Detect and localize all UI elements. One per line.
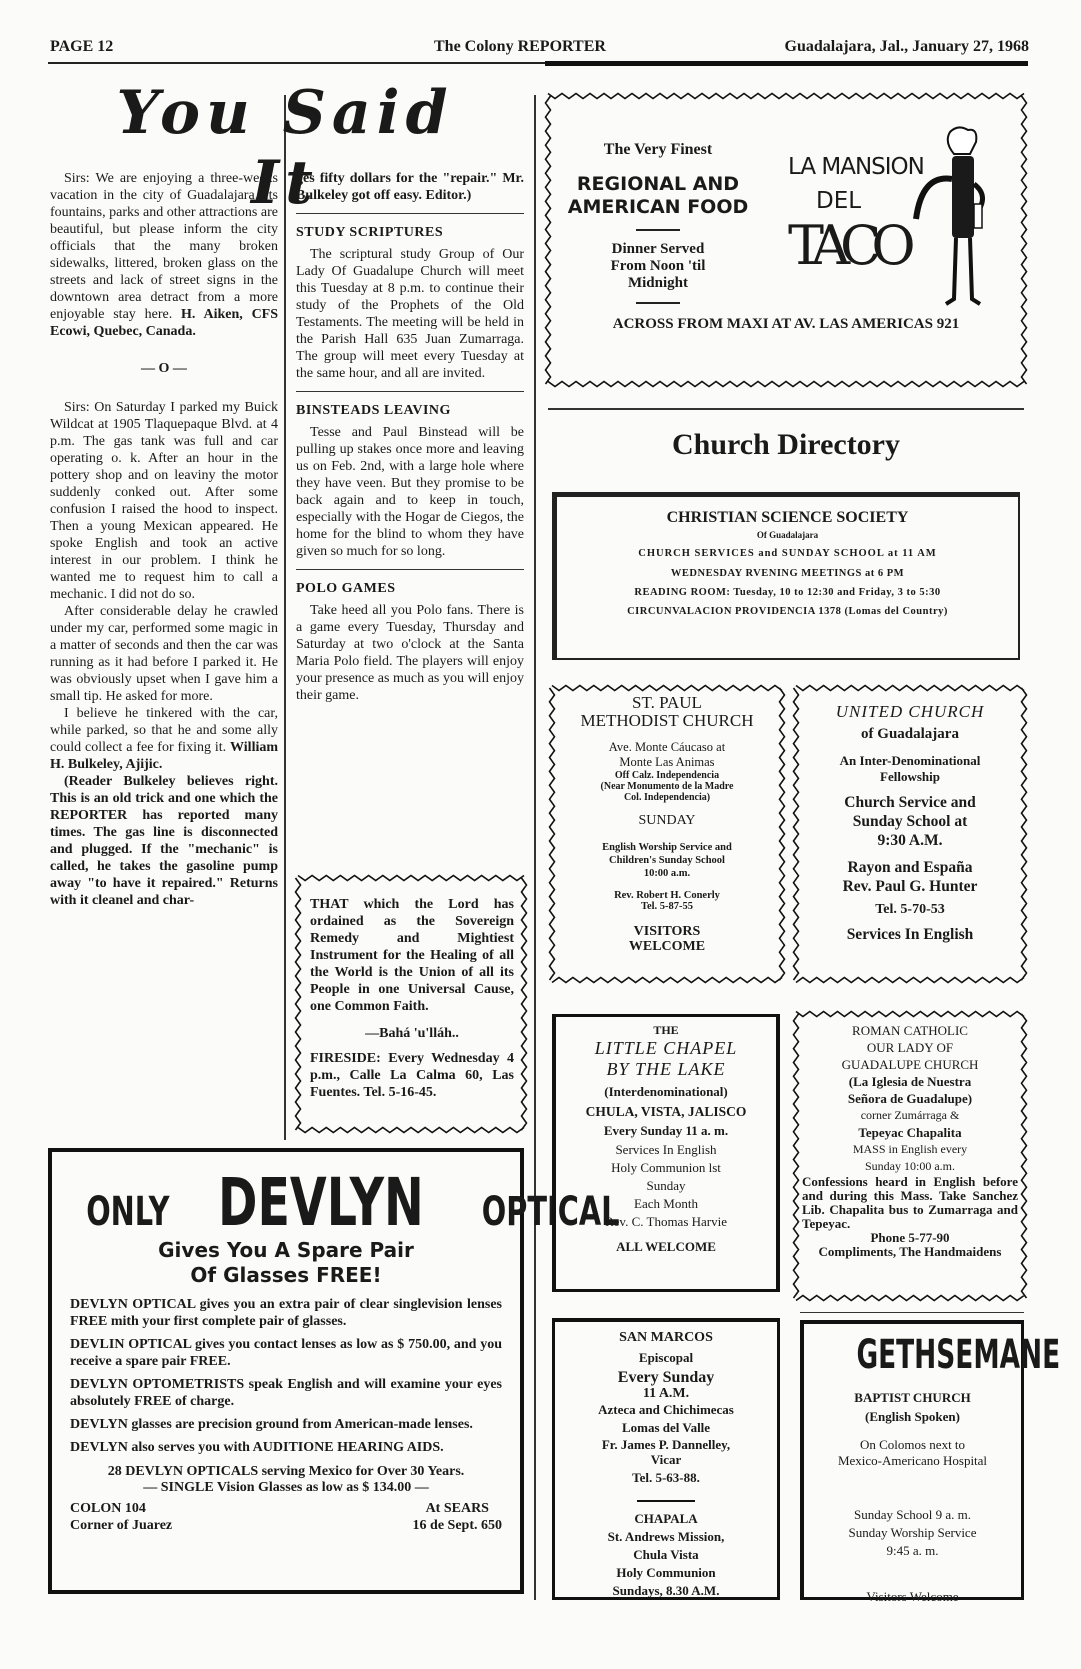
listing-rule — [800, 1312, 1024, 1313]
ad-locations — [70, 1500, 502, 1534]
church-name-prefix: THE — [653, 1023, 679, 1037]
address-line: Col. Independencia) — [623, 792, 711, 803]
quote-attribution: —Bahá 'u'lláh.. — [365, 1026, 459, 1041]
little-chapel-listing — [552, 1014, 780, 1292]
letters-column — [50, 170, 278, 909]
ad-paragraph: DEVLYN OPTOMETRISTS speak English and will examine your eyes absolutely FREE of charge. — [70, 1377, 502, 1409]
letter-1 — [50, 170, 278, 340]
item-heading: POLO GAMES — [296, 581, 396, 596]
devlyn-optical-ad — [48, 1148, 620, 1594]
headline-brand: DEVLYN — [217, 1164, 424, 1241]
letter-2-p3 — [50, 705, 278, 773]
address-line: corner Zumárraga & — [860, 1108, 960, 1122]
hours-line: Dinner Served — [611, 241, 705, 257]
united-church-listing — [796, 688, 1024, 980]
denomination: (Interdenominational) — [604, 1084, 728, 1099]
page-number: PAGE 12 — [50, 38, 114, 55]
hours-line: From Noon 'til — [610, 258, 706, 274]
service-line: Sunday School at — [852, 813, 968, 830]
christian-science-listing — [552, 492, 1020, 660]
ad-paragraph: DEVLYN OPTICAL gives you an extra pair of clear singlevision lenses FREE mith your first complete pair of glasses. — [70, 1297, 502, 1329]
church-name-wrap — [804, 1332, 1061, 1382]
denomination: Episcopal — [638, 1350, 694, 1365]
letter-2-p2: After considerable delay he crawled under my car, performed some magic in a matter of seconds and then the car was running as it had before I parked it. He was obviously upset when I gave him a small tip. He asked for more. — [50, 604, 278, 704]
service-line: Every Sunday — [617, 1369, 715, 1386]
letter-text: Sirs: We are enjoying a three-weeks vacation in the city of Guadalajara. Its fountains, parks and other attractions are beautiful, but please inform the city officials that the many broken sidewalks, littered, broken glass on the streets and lack of street signs in the downtown area detract from a more enjoyable stay here. — [50, 171, 278, 322]
church-name: BY THE LAKE — [606, 1059, 726, 1079]
church-line: ROMAN CATHOLIC — [852, 1023, 968, 1038]
service-line: Children's Sunday School — [609, 855, 725, 866]
fireside-info: FIRESIDE: Every Wednesday 4 p.m., Calle La Calma 60, Las Fuentes. Tel. 5-16-45. — [310, 1051, 514, 1100]
food-line: REGIONAL AND — [576, 173, 740, 195]
header-rule-thick — [545, 61, 1028, 66]
stores-line: 28 DEVLYN OPTICALS serving Mexico for Over 30 Years. — [107, 1464, 465, 1479]
pastor: Rev. Robert H. Conerly — [614, 890, 720, 901]
service-time: 9:45 a. m. — [886, 1543, 939, 1558]
denomination: BAPTIST CHURCH — [854, 1390, 971, 1405]
compliments: Compliments, The Handmaidens — [818, 1244, 1002, 1259]
letter-signature: William H. Bulkeley, Ajijic. — [50, 740, 279, 772]
editor-note-text: (Reader Bulkeley believes right. This is an old trick and one which the REPORTER has reported many times. The gas line is disconnected and plugged. If the "mechanic" is called, he takes the gasoline pump away "to have it repaired." Returns with it cleanel and char- — [50, 774, 278, 908]
service-line: Church Service and — [844, 794, 976, 811]
church-name: GETHSEMANE — [856, 1332, 1061, 1378]
service-time: 10:00 a.m. — [643, 868, 691, 879]
communion-line: Holy Communion lst — [611, 1160, 721, 1175]
service-day: SUNDAY — [638, 813, 696, 828]
mass-time: Sunday 10:00 a.m. — [865, 1159, 955, 1173]
separator: — O — — [141, 361, 187, 376]
confessions-info: Confessions heard in English before and during this Mass. Take Sanchez Lib. Chapalita bus to Zumarraga and Tepeyac. — [802, 1174, 1018, 1231]
address-line: (Near Monumento de la Madre — [600, 781, 734, 792]
ad-subhead — [70, 1238, 502, 1288]
letter-signature: H. Aiken, CFS Ecowi, Quebec, Canada. — [50, 307, 279, 339]
service-line: READING ROOM: Tuesday, 10 to 12:30 and Friday, 3 to 5:30 — [634, 587, 941, 598]
address-line: CIRCUNVALACION PROVIDENCIA 1378 (Lomas del Country) — [627, 606, 948, 617]
subhead-line: Gives You A Spare Pair — [158, 1238, 414, 1262]
church-name: LITTLE CHAPEL — [594, 1038, 738, 1058]
church-line: (La Iglesia de Nuestra — [848, 1074, 972, 1089]
service-line: English Worship Service and — [602, 842, 732, 853]
logo-del: DEL — [816, 188, 862, 214]
column-divider — [534, 95, 536, 1600]
item-divider — [296, 569, 524, 570]
language-line: Services In English — [846, 926, 974, 943]
ad-left-text — [558, 141, 758, 314]
welcome-line: ALL WELCOME — [616, 1239, 716, 1254]
description-line: An Inter-Denominational — [839, 753, 981, 768]
divider — [637, 1500, 695, 1502]
address-line: Azteca and Chichimecas — [598, 1402, 734, 1417]
bahai-quote-box — [298, 878, 524, 1130]
church-line: GUADALUPE CHURCH — [841, 1057, 979, 1072]
masthead — [434, 38, 606, 56]
priest: Fr. James P. Dannelley, — [601, 1437, 731, 1452]
editor-note-continued: ges fifty dollars for the "repair." Mr. Bulkeley got off easy. Editor.) — [296, 171, 524, 203]
gethsemane-baptist-listing — [800, 1320, 1061, 1604]
item-body: The scriptural study Group of Our Lady Of Guadalupe Church will meet this Tuesday at 8 p.m. to continue their study of the Prophets of the Old Testaments. The meeting will be held in the Parish Hall 635 Juan Zumarraga. The group will meet every Tuesday at the same hour, and all are invited. — [296, 247, 524, 381]
la-mansion-del-taco-ad — [548, 96, 1024, 384]
ad-hours — [558, 241, 758, 292]
letter-2-p1: Sirs: On Saturday I parked my Buick Wildcat at 1905 Tlaquepaque Blvd. at 4 p.m. The gas tank was full and car operating o. k. After an hour in the pottery shop and on leaviny the motor suddenly conked out. After some confusion I raised the hood to inspect. Then a young Mexican appeared. He spoke English and took an active interest in our problem. I think he wanted me to request him to call a mechanic. I did not do so. — [50, 400, 278, 602]
divider — [636, 229, 680, 231]
welcome-line: Visitors Welcome — [866, 1589, 959, 1604]
service-line: WEDNESDAY RVENING MEETINGS at 6 PM — [670, 568, 905, 579]
chef-illustration-icon — [928, 124, 998, 314]
item-heading: BINSTEADS LEAVING — [296, 403, 451, 418]
communion-line: Holy Communion — [616, 1565, 716, 1580]
food-line: AMERICAN FOOD — [567, 196, 749, 218]
ad-headline — [70, 1164, 620, 1241]
our-lady-of-guadalupe-listing — [796, 1014, 1024, 1298]
section-rule — [548, 408, 1024, 410]
address-line: On Colomos next to — [859, 1437, 966, 1452]
phone: Tel. 5-87-55 — [640, 901, 694, 912]
description-line: Fellowship — [880, 769, 940, 784]
service-line: Sunday School 9 a. m. — [854, 1507, 971, 1522]
church-name: ST. PAUL — [632, 693, 702, 712]
location-line: COLON 104 — [70, 1501, 146, 1516]
headline-optical: OPTICAL — [482, 1189, 620, 1235]
ad-tagline: The Very Finest — [603, 141, 713, 158]
san-marcos-episcopal-listing — [552, 1318, 780, 1600]
service-time: 9:30 A.M. — [877, 832, 943, 849]
address-line: Tepeyac Chapalita — [858, 1125, 962, 1140]
editor-note — [50, 773, 278, 909]
ad-food — [558, 173, 758, 219]
priest: Vicar — [650, 1452, 682, 1467]
phone: Phone 5-77-90 — [870, 1230, 950, 1245]
column-divider — [284, 95, 286, 1140]
ad-address: ACROSS FROM MAXI AT AV. LAS AMERICAS 921 — [612, 316, 960, 332]
location-line: 16 de Sept. 650 — [412, 1518, 502, 1533]
address-line: Mexico-Americano Hospital — [837, 1453, 988, 1468]
logo-la-mansion: LA MANSION — [788, 154, 924, 180]
church-line: Señora de Guadalupe) — [847, 1091, 973, 1106]
item-body: Take heed all you Polo fans. There is a game every Tuesday, Thursday and Saturday at two o'clock at the Santa Maria Polo field. The players will enjoy your presence as much as you will enjoy their game. — [296, 603, 524, 703]
item-divider — [296, 213, 524, 214]
mission-line: St. Andrews Mission, — [607, 1529, 725, 1544]
service-time: Every Sunday 11 a. m. — [603, 1123, 729, 1138]
subhead-line: Of Glasses FREE! — [190, 1263, 382, 1287]
address-line: Rayon and España — [847, 859, 973, 876]
church-line: OUR LADY OF — [866, 1040, 954, 1055]
church-name: METHODIST CHURCH — [580, 711, 754, 730]
location-colon — [70, 1500, 172, 1534]
location-line: Corner of Juarez — [70, 1518, 173, 1533]
service-time: 11 A.M. — [642, 1386, 690, 1401]
communion-line: Each Month — [634, 1196, 698, 1211]
letter-text: I believe he tinkered with the car, while parked, so that he and some ally could collect a fee for fixing it. — [50, 706, 278, 755]
item-heading: STUDY SCRIPTURES — [296, 225, 444, 240]
pastor: Rev. C. Thomas Harvie — [604, 1214, 728, 1229]
communion-time: Sundays, 8.30 A.M. — [612, 1583, 720, 1598]
service-line: CHURCH SERVICES and SUNDAY SCHOOL at 11 AM — [638, 548, 937, 559]
pastor: Rev. Paul G. Hunter — [842, 878, 978, 895]
mass-line: MASS in English every — [852, 1142, 968, 1156]
ad-paragraph: DEVLYN glasses are precision ground from American-made lenses. — [70, 1417, 473, 1432]
location-line: At SEARS — [425, 1501, 489, 1516]
language-line: (English Spoken) — [864, 1409, 960, 1424]
mission-place: CHAPALA — [634, 1511, 698, 1526]
location-sears — [413, 1500, 502, 1534]
paper-name: REPORTER — [517, 38, 606, 55]
service-line: Sunday Worship Service — [848, 1525, 977, 1540]
dateline: Guadalajara, Jal., January 27, 1968 — [784, 38, 1029, 55]
ad-paragraph: DEVLIN OPTICAL gives you contact lenses as low as $ 750.00, and you receive a spare pair FREE. — [70, 1337, 502, 1369]
location: CHULA, VISTA, JALISCO — [585, 1104, 747, 1119]
address-line: Off Calz. Independencia — [614, 770, 720, 781]
welcome-line: WELCOME — [628, 939, 706, 954]
section-title: You Said It — [116, 78, 454, 218]
item-body: Tesse and Paul Binstead will be pulling up stakes once more and leaving us on Feb. 2nd, with a large hole where they have veen. But they promise to be back again and to keep in touch, especially with the Hogar de Ciegos, the home for the blind to whom they have given so much for so long. — [296, 425, 524, 559]
address-line: Monte Las Animas — [619, 755, 715, 769]
single-vision-line: — SINGLE Vision Glasses as low as $ 134.00 — — [143, 1480, 429, 1495]
divider — [636, 302, 680, 304]
church-directory-title: Church Directory — [671, 428, 901, 461]
phone: Tel. 5-70-53 — [875, 902, 945, 917]
mission-line: Chula Vista — [633, 1547, 699, 1562]
address-line: Ave. Monte Cáucaso at — [608, 740, 726, 754]
hours-line: Midnight — [627, 275, 688, 291]
church-subtitle: Of Guadalajara — [756, 530, 819, 540]
welcome-line: VISITORS — [633, 924, 701, 939]
ad-paragraph: DEVLYN also serves you with AUDITIONE HEARING AIDS. — [70, 1440, 444, 1455]
church-subtitle: of Guadalajara — [861, 726, 959, 742]
logo-taco: TACO — [788, 214, 906, 277]
paper-prefix: The Colony — [434, 38, 514, 55]
church-name: UNITED CHURCH — [835, 702, 985, 721]
church-name: CHRISTIAN SCIENCE SOCIETY — [666, 509, 909, 526]
headline-only: ONLY — [86, 1189, 170, 1235]
language-line: Services In English — [615, 1142, 717, 1157]
st-paul-methodist-listing — [552, 688, 782, 980]
quote-text: THAT which the Lord has ordained as the Sovereign Remedy and Mightiest Instrument for the Healing of all the World is the Union of all its People in one Universal Cause, one Common Faith. — [310, 897, 514, 1014]
address-line: Lomas del Valle — [621, 1420, 711, 1435]
news-column — [296, 170, 524, 704]
item-divider — [296, 391, 524, 392]
communion-line: Sunday — [646, 1178, 686, 1193]
phone: Tel. 5-63-88. — [632, 1470, 700, 1485]
church-name: SAN MARCOS — [619, 1330, 713, 1345]
